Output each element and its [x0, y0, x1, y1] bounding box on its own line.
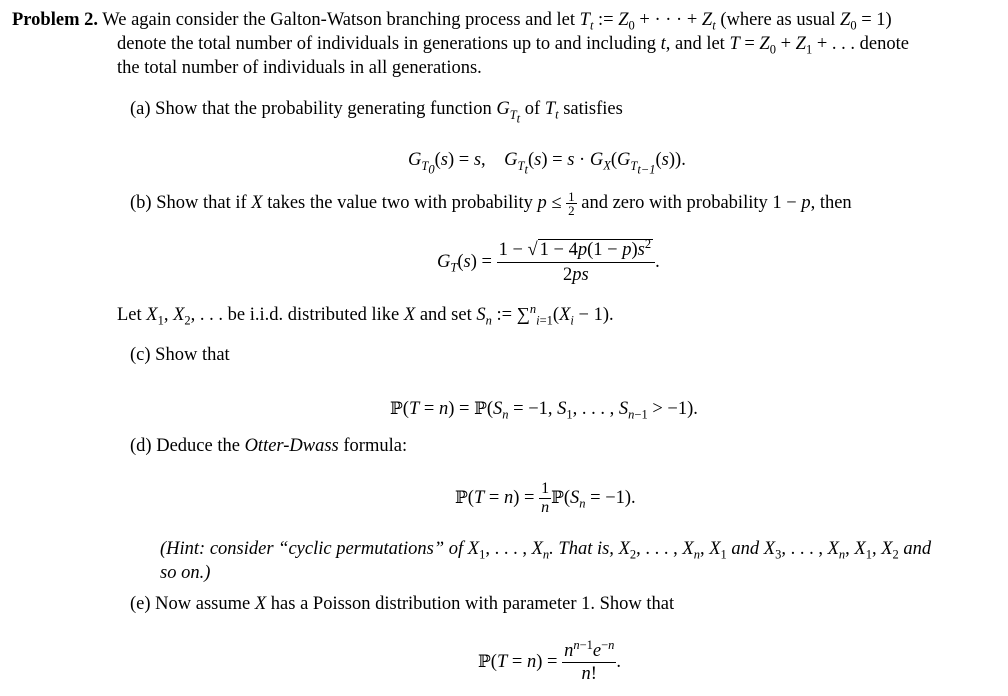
equation-d: ℙ(T = n) = $\frac{1}{n}$ $ℙ(S_n = -1)$.: [455, 480, 636, 516]
part-b-text: (b) Show that if X takes the value two with probability p ≤ $\frac{1}{2}$ and zero with probability 1 − p, then: [130, 189, 852, 218]
let-statement: Let $X_1$, $X_2$, . . . be i.i.d. distributed like X and set $S_n$ := $\sum^n_{i=1}(X_i - 1)$.: [117, 301, 614, 328]
problem-intro-line-1: Problem 2. We again consider the Galton-Watson branching process and let $T_t$ := $Z_0$ + · · · + $Z_t$ (where as usual $Z_0 = 1$): [12, 10, 892, 33]
equation-c: ℙ(T = $n) = ℙ(S_n = -1$, $S_1$, . . . , $S_{n-1} > -1$).: [390, 399, 698, 422]
equation-a: $G_{T_0}(s) = s$, $G_{T_t}(s) = s \cdot G_X(G_{T_{t-1}}(s))$.: [408, 150, 686, 177]
hint-line-1: (Hint: consider “cyclic permutations” of $X_1$, . . . , $X_n$. That is, $X_2$, . . . , $X_n$, $X_1$ and $X_3$, . . . , $X_n$, $X_1$, $X_2$ and: [160, 539, 932, 562]
problem-intro-line-3: the total number of individuals in all generations.: [117, 58, 482, 78]
part-c-label: (c): [130, 345, 151, 365]
otter-dwass-emphasis: Otter-Dwass: [244, 436, 339, 456]
part-a-text: (a) Show that the probability generating function $G_{T_t}$ of $T_t$ satisfies: [130, 99, 623, 126]
part-d-label: (d): [130, 436, 152, 456]
hint-line-2: so on.): [160, 563, 211, 583]
part-d-text: (d) Deduce the Otter-Dwass formula:: [130, 436, 408, 456]
equation-b: $G_T(s)$ = $\frac{1 - √ 1 - 4p(1 - p)s^2}{2ps}$ .: [437, 236, 660, 285]
part-a-label: (a): [130, 99, 151, 119]
problem-heading: Problem 2.: [12, 10, 98, 30]
part-b-label: (b): [130, 192, 152, 213]
problem-intro-line-2: denote the total number of individuals in generations up to and including t, and let $T = Z_0 + Z_1$ + . . . denote: [117, 34, 909, 57]
part-c-text: (c) Show that: [130, 345, 230, 365]
part-e-label: (e): [130, 594, 151, 614]
part-e-text: (e) Now assume X has a Poisson distribution with parameter 1. Show that: [130, 594, 675, 614]
equation-e: ℙ(T = n) = $\frac{n^{n-1}e^{-n}}{n!}$ .: [478, 637, 622, 684]
